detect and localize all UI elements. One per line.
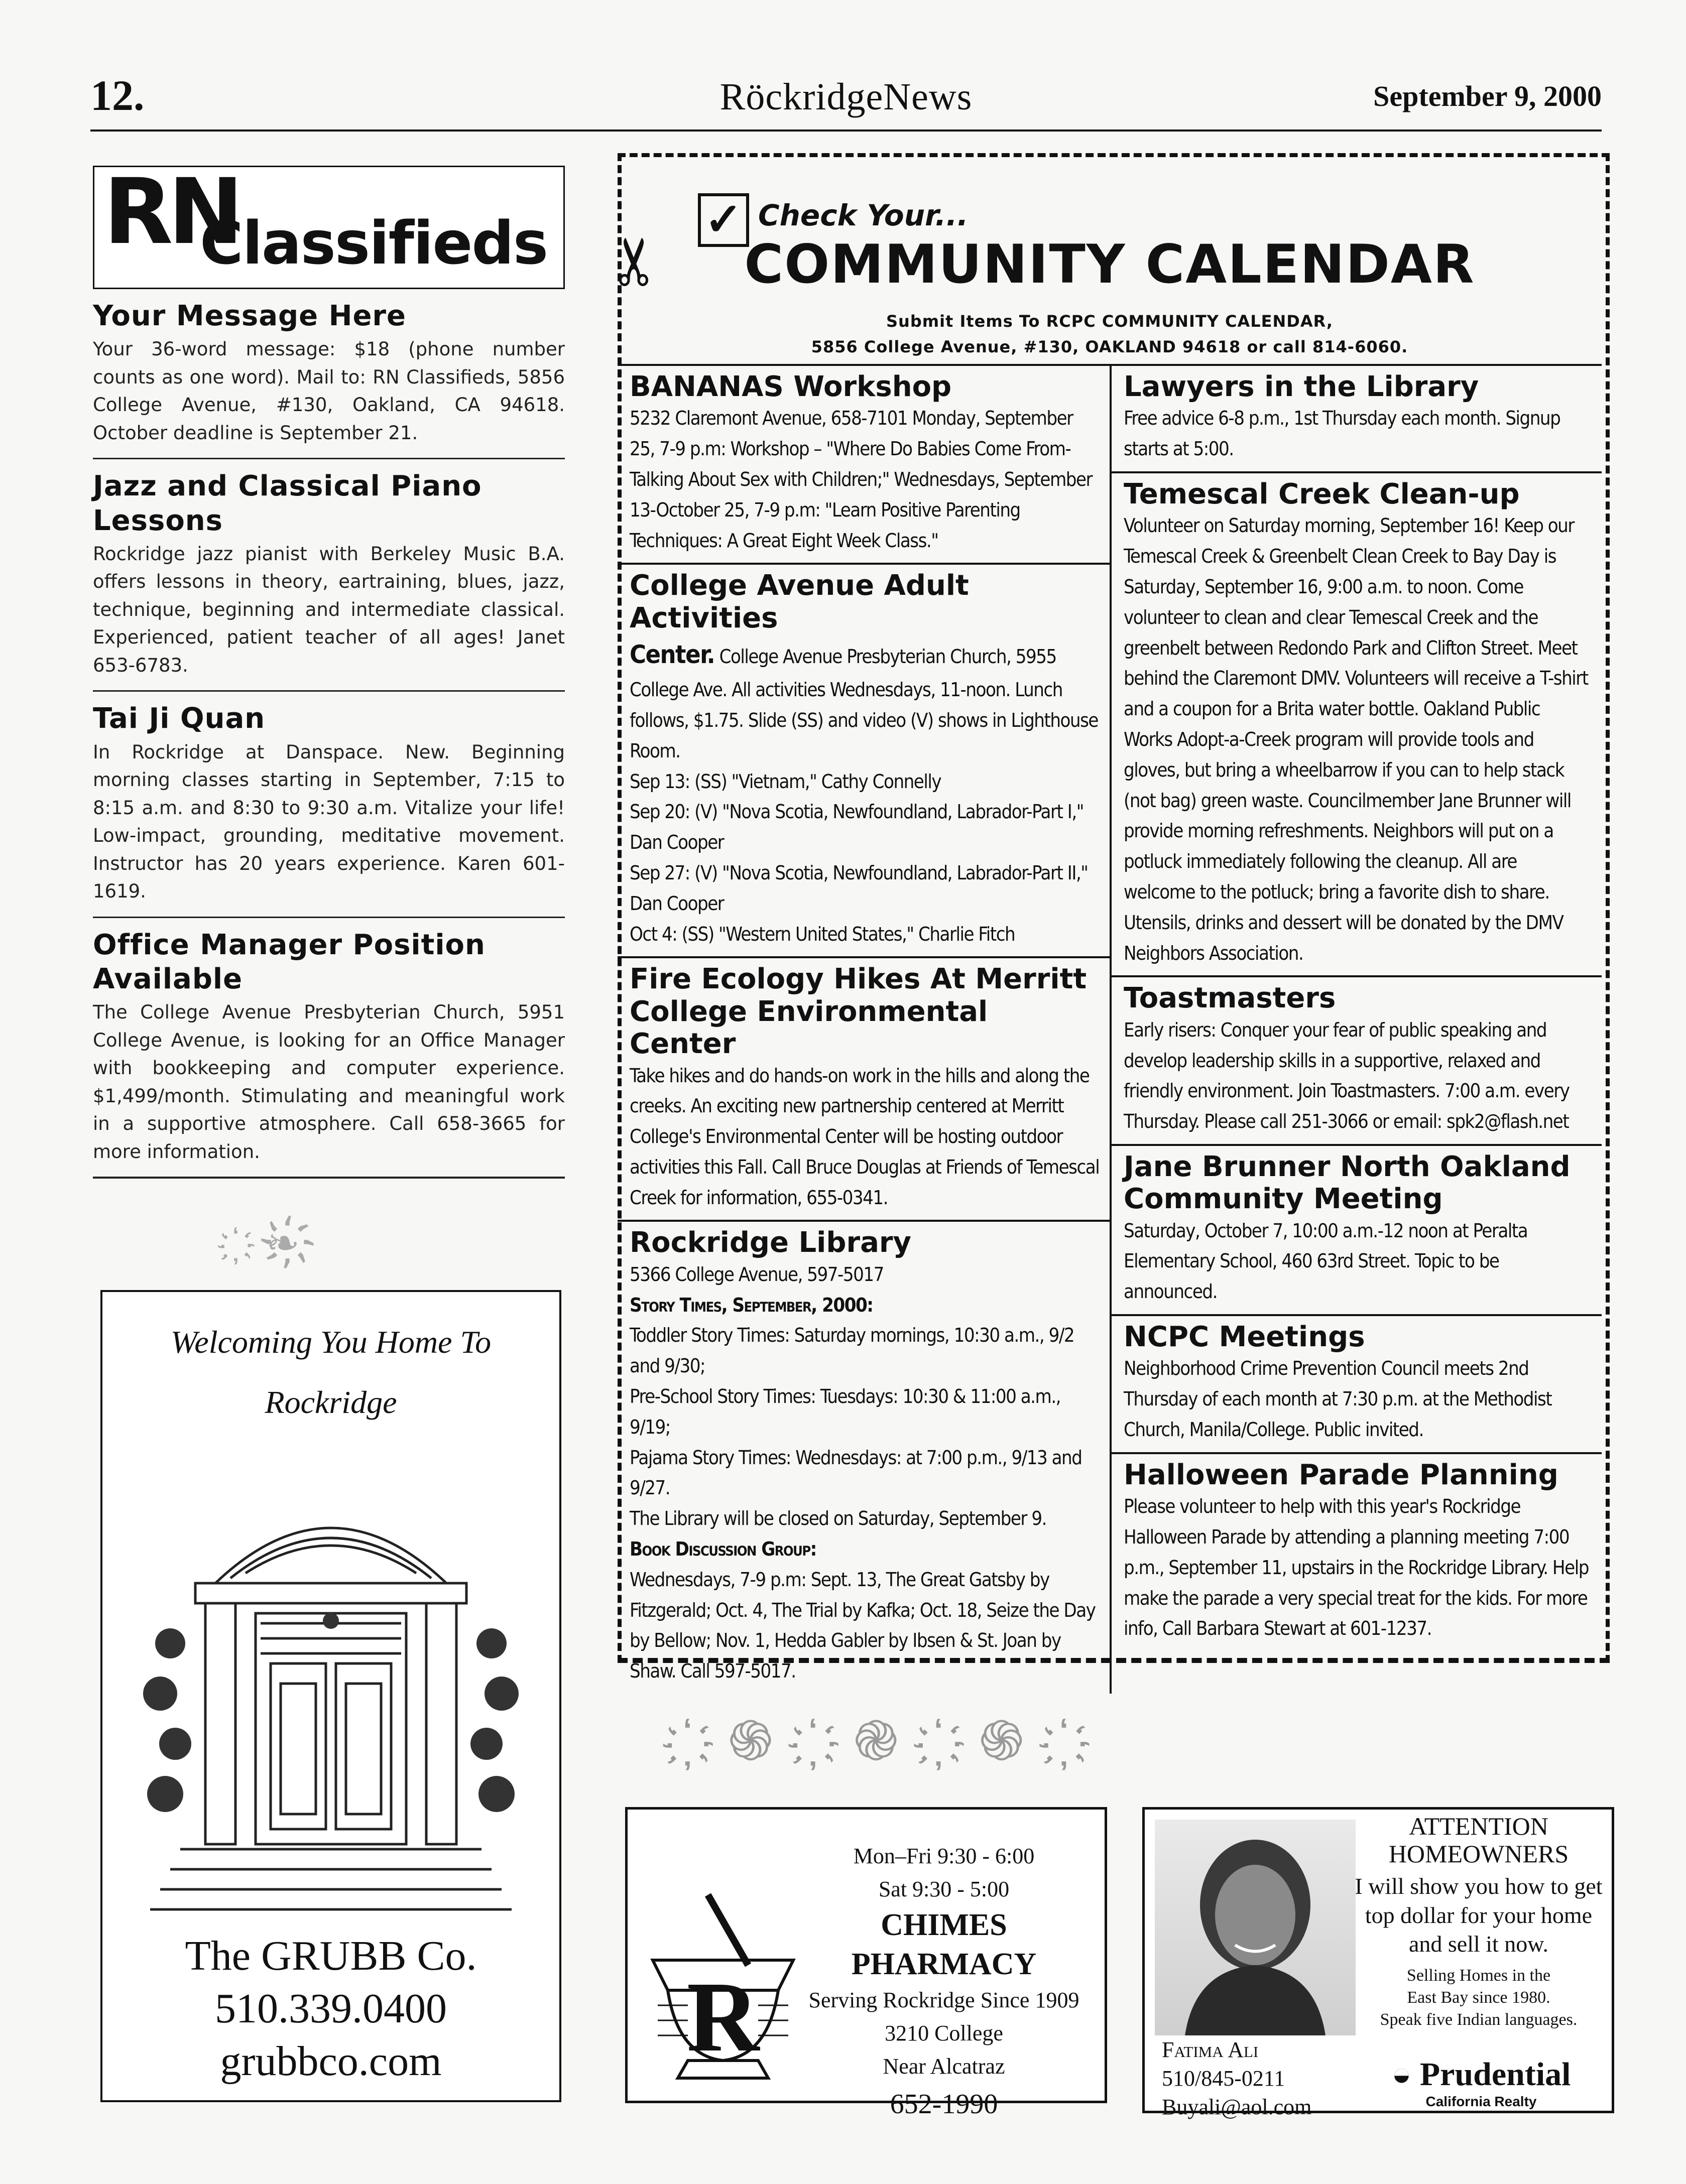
swirl-ornament: ҉❧҉	[236, 1221, 347, 1265]
masthead-rule	[90, 130, 1602, 132]
classified-ad	[93, 692, 565, 918]
entry-line: Neighborhood Crime Prevention Council meets 2nd Thursday of each month at 7:30 p.m. at the Methodist Church, Manila/College. Public invited.	[1124, 1357, 1552, 1441]
issue-date: September 9, 2000	[1373, 80, 1602, 112]
agent-info	[1155, 2035, 1363, 2122]
grubb-company: The GRUBB Co.	[185, 1933, 477, 1979]
agent-email[interactable]: Buyali@aol.com	[1162, 2095, 1312, 2120]
ad-title: Jazz and Classical Piano Lessons	[93, 470, 482, 537]
experience-text	[1351, 1965, 1607, 2031]
pitch-text: I will show you how to get top dollar for your home and sell it now.	[1355, 1873, 1603, 1957]
house-doorway-illustration	[140, 1453, 522, 1914]
ad-body: Rockridge jazz pianist with Berkeley Music B.A. offers lessons in theory, eartraining, blues, jazz, technique, beginning and intermediate classical. Experienced, patient teacher of all ages! Janet 653-6783.	[93, 543, 565, 676]
scissors-icon: ✂	[598, 234, 672, 289]
classified-ad	[93, 289, 565, 459]
masthead	[90, 70, 1602, 128]
ad-body: In Rockridge at Danspace. New. Beginning morning classes starting in September, 7:15 to 8:15 a.m. and 8:30 to 9:30 a.m. Vitalize your life! Low-impact, grounding, meditative movement. Instructor has 20 years experience. Karen 601-1619.	[93, 741, 565, 903]
logo-classifieds: Classifieds	[200, 208, 548, 278]
attention-line-2: HOMEOWNERS	[1388, 1840, 1569, 1868]
submit-line-1: Submit Items To RCPC COMMUNITY CALENDAR,	[886, 312, 1333, 331]
chimes-address-1: 3210 College	[885, 2021, 1003, 2045]
calendar-entry	[1112, 1314, 1602, 1452]
grubb-phone: 510.339.0400	[215, 1985, 447, 2032]
calendar-entry	[1112, 471, 1602, 975]
calendar-entry	[618, 956, 1110, 1220]
grubb-ad	[100, 1290, 561, 2102]
attention-line-1: ATTENTION	[1409, 1812, 1548, 1840]
entry-line: Take hikes and do hands-on work in the hills and along the creeks. An exciting new partnership centered at Merritt College's Environmental Center will be hosting outdoor activities this Fall. Call Bruce Douglas at Friends of Temescal Creek for information, 655-0341.	[630, 1064, 1100, 1209]
submit-line-2: 5856 College Avenue, #130, OAKLAND 94618 or call 814-6060.	[811, 337, 1408, 357]
classifieds-column	[93, 166, 565, 1179]
agent-photo	[1155, 1820, 1356, 2035]
chimes-phone: 652-1990	[890, 2089, 998, 2120]
entry-title: BANANAS Workshop	[630, 370, 952, 403]
calendar-entry	[618, 1220, 1110, 1694]
entry-line: Volunteer on Saturday morning, September 16! Keep our Temescal Creek & Greenbelt Clean Creek to Bay Day is Saturday, September 16, 9:00 a.m. to noon. Come volunteer to clean and clear Temescal Creek and the greenbelt between Redondo Park and Clifton Street. Meet behind the Claremont DMV. Volunteers will receive a T-shirt and a coupon for a Brita water bottle. Oakland Public Works Adopt-a-Creek program will provide tools and gloves, but bring a wheelbarrow if you can to help stack (not bag) green waste. Councilmember Jane Brunner will provide morning refreshments. Neighbors will put on a potluck immediately following the cleanup. All are welcome to the potluck; bring a favorite dish to share. Utensils, drinks and dessert will be donated by the DMV Neighbors Association.	[1124, 515, 1588, 964]
entry-line: Pre-School Story Times: Tuesdays: 10:30 & 11:00 a.m., 9/19;	[630, 1385, 1061, 1438]
agent-phone: 510/845-0211	[1162, 2066, 1285, 2091]
entry-title: Halloween Parade Planning	[1124, 1458, 1558, 1491]
chimes-text	[793, 1840, 1095, 2125]
grubb-tagline	[102, 1312, 559, 1433]
entry-line: Sep 20: (V) "Nova Scotia, Newfoundland, Labrador-Part I," Dan Cooper	[630, 801, 1083, 854]
entry-line: Free advice 6-8 p.m., 1st Thursday each month. Signup starts at 5:00.	[1124, 407, 1560, 460]
entry-line: 5232 Claremont Avenue, 658-7101 Monday, September 25, 7-9 p.m: Workshop – "Where Do Babies Come From-Talking About Sex with Children;" Wednesdays, September 13-October 25, 7-9 p.m: "Learn Positive Parenting Techniques: A Great Eight Week Class."	[630, 407, 1093, 552]
calendar-entry	[1112, 364, 1602, 471]
prudential-brand: Prudential	[1419, 2056, 1571, 2093]
prudential-sub: California Realty	[1425, 2094, 1537, 2109]
prudential-text	[1351, 1810, 1607, 2031]
check-your-label: Check Your...	[758, 198, 969, 232]
pharmacy-logo-letter: R	[686, 1962, 760, 2073]
entry-body	[1124, 1491, 1592, 1644]
entry-line: The Library will be closed on Saturday, September 9.	[630, 1507, 1046, 1530]
grubb-tagline-2: Rockridge	[265, 1384, 397, 1420]
chimes-pharmacy-ad	[625, 1807, 1107, 2120]
entry-line: Toddler Story Times: Saturday mornings, 10:30 a.m., 9/2 and 9/30;	[630, 1324, 1074, 1377]
entry-line: Pajama Story Times: Wednesdays: at 7:00 p.m., 9/13 and 9/27.	[630, 1446, 1082, 1499]
entry-line: Early risers: Conquer your fear of public speaking and develop leadership skills in a supportive, relaxed and friendly environment. Join Toastmasters. 7:00 a.m. every Thursday. Please call 251-3066 or email: spk2@flash.net	[1124, 1018, 1570, 1133]
calendar-entry	[1112, 1144, 1602, 1314]
classifieds-logo	[93, 166, 565, 289]
attention-heading	[1351, 1813, 1607, 1868]
calendar-left-column	[618, 364, 1112, 1694]
paper-name: RöckridgeNews	[719, 76, 973, 118]
entry-title: Temescal Creek Clean-up	[1124, 477, 1520, 510]
entry-body	[1124, 1353, 1592, 1445]
entry-line	[630, 634, 1100, 766]
community-calendar	[598, 143, 1617, 1683]
entry-body	[630, 1061, 1100, 1213]
entry-line: Wednesdays, 7-9 p.m: Sept. 13, The Great Gatsby by Fitzgerald; Oct. 4, The Trial by Kafka; Oct. 18, Seize the Day by Bellow; Nov. 1, Hedda Gabler by Ibsen & St. Joan by Shaw. Call 597-5017.	[630, 1568, 1096, 1683]
ad-title: Office Manager Position Available	[93, 928, 486, 996]
calendar-entry	[1112, 975, 1602, 1144]
ad-body: The College Avenue Presbyterian Church, 5951 College Avenue, is looking for an Office Manager with bookkeeping and computer experience. $1,499/month. Stimulating and meaningful work in a supportive atmosphere. Call 658-3665 for more information.	[93, 1001, 565, 1163]
entry-title: Fire Ecology Hikes At Merritt College Environmental Center	[630, 963, 1087, 1061]
since-line-3: Speak five Indian languages.	[1380, 2010, 1578, 2029]
chimes-hours-2: Sat 9:30 - 5:00	[878, 1877, 1010, 1901]
agent-portrait	[1155, 1820, 1356, 2035]
entry-body	[630, 634, 1100, 949]
entry-title: Lawyers in the Library	[1124, 370, 1479, 403]
grubb-tagline-1: Welcoming You Home To	[170, 1324, 492, 1360]
logo-rn: RN	[103, 166, 239, 265]
entry-line: Story Times, September, 2000:	[630, 1294, 873, 1316]
since-line-1: Selling Homes in the	[1406, 1966, 1551, 1985]
chimes-hours-1: Mon–Fri 9:30 - 6:00	[853, 1844, 1035, 1868]
entry-body	[1124, 510, 1592, 968]
calendar-right-column	[1112, 364, 1602, 1651]
ad-title: Your Message Here	[93, 300, 407, 332]
entry-line-text: College Avenue Presbyterian Church, 5955 College Ave. All activities Wednesdays, 11-noon. Lunch follows, $1.75. Slide (SS) and video (V) shows in Lighthouse Room.	[630, 646, 1098, 762]
entry-line: Sep 27: (V) "Nova Scotia, Newfoundland, Labrador-Part II," Dan Cooper	[630, 861, 1088, 915]
prudential-rock-icon: ◒	[1391, 2056, 1412, 2093]
entry-line: 5366 College Avenue, 597-5017	[630, 1263, 884, 1286]
ad-title: Tai Ji Quan	[93, 702, 266, 735]
calendar-entry	[618, 364, 1110, 563]
prudential-ad	[1142, 1807, 1614, 2120]
since-line-2: East Bay since 1980.	[1407, 1988, 1550, 2007]
swirl-ornament: ҉֍҉֎҉֍҉	[688, 1710, 1105, 1772]
entry-body	[1124, 1015, 1592, 1137]
chimes-address-2: Near Alcatraz	[883, 2054, 1005, 2079]
entry-line: Sep 13: (SS) "Vietnam," Cathy Connelly	[630, 770, 941, 793]
entry-line: Oct 4: (SS) "Western United States," Charlie Fitch	[630, 923, 1015, 945]
classified-ad	[93, 918, 565, 1179]
mortar-pestle-icon	[648, 1890, 798, 2081]
classified-ad	[93, 459, 565, 692]
entry-title: NCPC Meetings	[1124, 1321, 1365, 1354]
calendar-submit-info	[618, 309, 1602, 360]
entry-line: Book Discussion Group:	[630, 1538, 816, 1561]
entry-line: Please volunteer to help with this year's Rockridge Halloween Parade by attending a planning meeting 7:00 p.m., September 11, upstairs in the Rockridge Library. Help make the parade a very special treat for the kids. For more info, Call Barbara Stewart at 601-1237.	[1124, 1495, 1589, 1640]
entry-title: Rockridge Library	[630, 1226, 911, 1259]
entry-body	[630, 1259, 1100, 1687]
chimes-since: Serving Rockridge Since 1909	[808, 1988, 1079, 2012]
entry-line: Saturday, October 7, 10:00 a.m.-12 noon at Peralta Elementary School, 460 63rd Street. Topic to be announced.	[1124, 1219, 1528, 1303]
entry-title: Jane Brunner North Oakland Community Meeting	[1124, 1150, 1571, 1216]
entry-lead: Center.	[630, 640, 715, 670]
entry-title: Toastmasters	[1124, 982, 1336, 1015]
entry-body	[630, 403, 1100, 556]
agent-name: Fatima Ali	[1162, 2037, 1259, 2062]
page-number: 12.	[90, 71, 145, 119]
ad-body: Your 36-word message: $18 (phone number counts as one word). Mail to: RN Classifieds, 5856 College Avenue, #130, Oakland, CA 94618. October deadline is September 21.	[93, 338, 565, 444]
chimes-name-2: PHARMACY	[851, 1947, 1037, 1981]
grubb-contact	[102, 1930, 559, 2088]
chimes-name-1: CHIMES	[881, 1908, 1007, 1942]
entry-body	[1124, 1216, 1592, 1307]
calendar-title: COMMUNITY CALENDAR	[744, 233, 1475, 295]
grubb-web[interactable]: grubbco.com	[220, 2038, 442, 2085]
prudential-logo	[1358, 2055, 1604, 2110]
checkmark-icon: ✓	[698, 193, 749, 247]
entry-body	[1124, 403, 1592, 464]
calendar-entry	[1112, 1452, 1602, 1651]
entry-title: College Avenue Adult Activities	[630, 569, 969, 634]
calendar-entry	[618, 563, 1110, 956]
